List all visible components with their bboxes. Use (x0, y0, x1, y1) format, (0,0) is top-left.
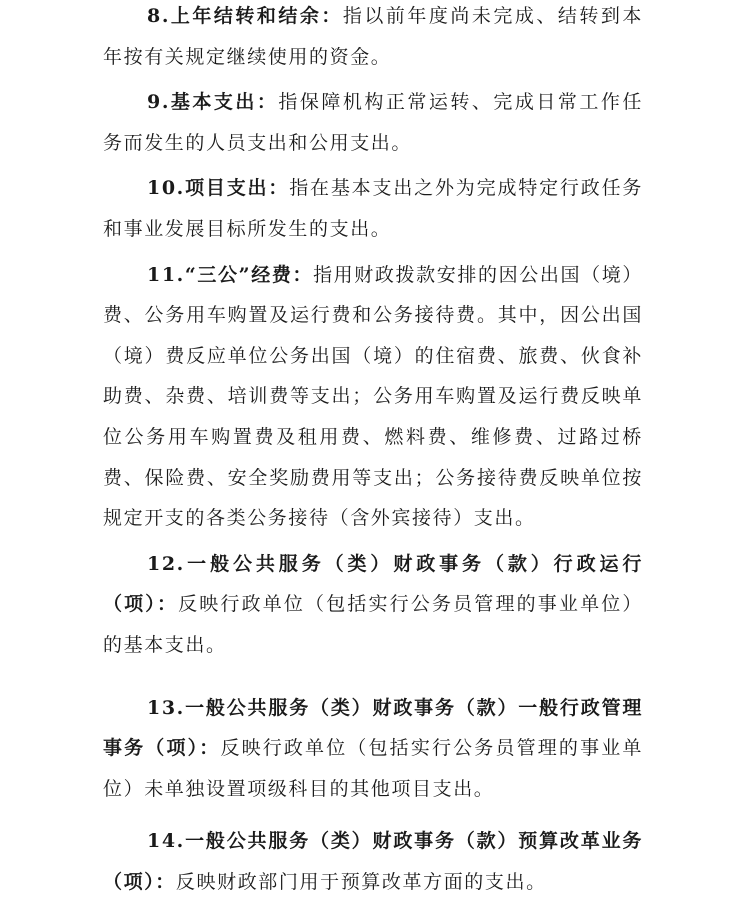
definition-paragraph-12 (103, 544, 643, 666)
definition-text: 反映财政部门用于预算改革方面的支出。 (175, 870, 547, 893)
definition-text: 反映行政单位（包括实行公务员管理的事业单位）的基本支出。 (103, 593, 643, 656)
definition-text: 指在基本支出之外为完成特定行政任务和事业发展目标所发生的支出。 (103, 177, 643, 240)
document-page (103, 0, 643, 902)
definition-text: 反映行政单位（包括实行公务员管理的事业单位）未单独设置项级科目的其他项目支出。 (103, 737, 643, 800)
definition-term: 11.“三公”经费： (147, 263, 314, 286)
definition-term: 9.基本支出： (147, 91, 279, 114)
definition-paragraph-14 (103, 821, 643, 902)
definition-term: 10.项目支出： (147, 177, 290, 200)
definition-term: 13.一般公共服务（类）财政事务（款）一般行政管理事务（项）： (103, 696, 643, 760)
definition-text: 指以前年度尚未完成、结转到本年按有关规定继续使用的资金。 (103, 5, 643, 68)
definition-text: 指保障机构正常运转、完成日常工作任务而发生的人员支出和公用支出。 (103, 91, 643, 154)
definition-term: 14.一般公共服务（类）财政事务（款）预算改革业务（项）： (103, 830, 643, 893)
definition-paragraph-8 (103, 0, 643, 77)
definition-text: 指用财政拨款安排的因公出国（境）费、公务用车购置及运行费和公务接待费。其中，因公出国（境）费反应单位公务出国（境）的住宿费、旅费、伙食补助费、杂费、培训费等支出；公务用车购置及运行费反映单位公务用车购置费及租用费、燃料费、维修费、过路过桥费、保险费、安全奖励费用等支出；公务接待费反映单位按规定开支的各类公务接待（含外宾接待）支出。 (103, 263, 643, 530)
definition-term: 12.一般公共服务（类）财政事务（款）行政运行（项）： (103, 552, 643, 616)
definition-paragraph-9 (103, 82, 643, 163)
definition-paragraph-13 (103, 688, 643, 810)
definition-paragraph-11 (103, 255, 643, 539)
definition-paragraph-10 (103, 168, 643, 249)
definition-term: 8.上年结转和结余： (147, 5, 343, 27)
